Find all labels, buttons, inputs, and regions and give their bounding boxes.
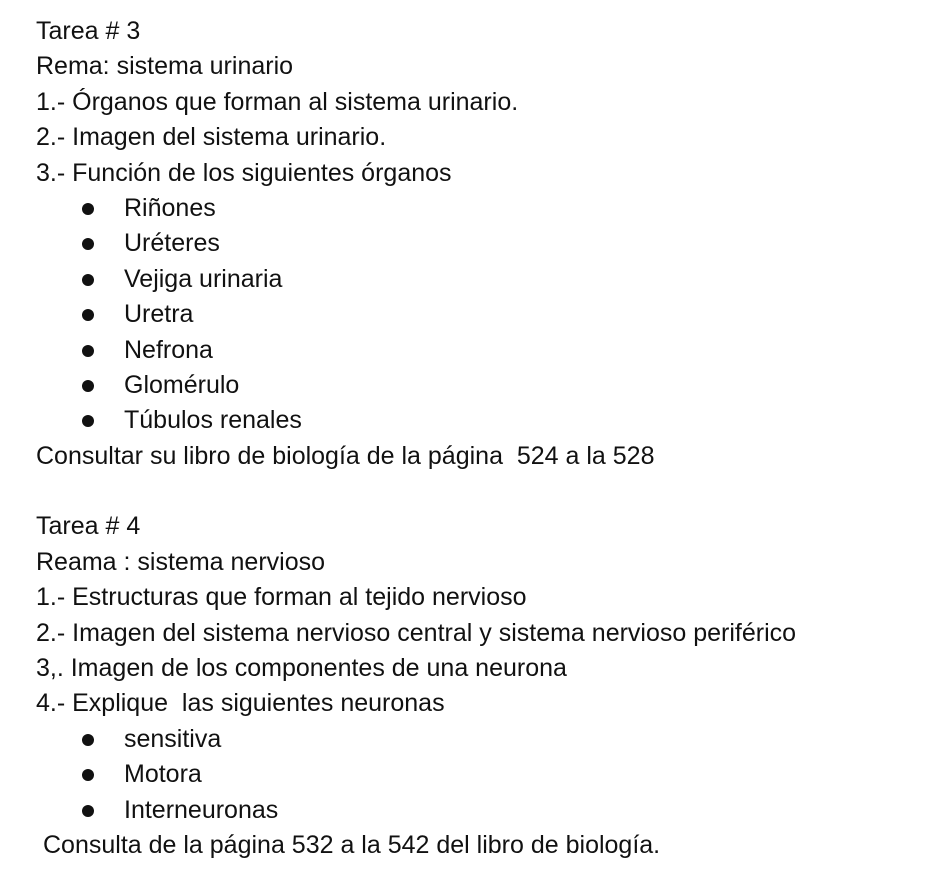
list-item	[36, 226, 916, 261]
list-item	[36, 262, 916, 297]
task3-item-3: 3.- Función de los siguientes órganos	[36, 158, 452, 187]
task4-item-3: 3,. Imagen de los componentes de una neurona	[36, 654, 567, 683]
bullet-icon	[82, 734, 94, 746]
bullet-icon	[82, 380, 94, 392]
task3-item-1: 1.- Órganos que forman al sistema urinario.	[36, 87, 519, 116]
bullet-text: Vejiga urinaria	[124, 264, 283, 293]
section-spacer	[36, 474, 916, 509]
list-item	[36, 297, 916, 332]
bullet-text: Nefrona	[124, 335, 213, 364]
bullet-text: Uretra	[124, 300, 194, 329]
list-item	[36, 333, 916, 368]
bullet-text: Interneuronas	[124, 795, 279, 824]
task3-reference: Consultar su libro de biología de la página 524 a la 528	[36, 441, 655, 470]
bullet-text: Túbulos renales	[124, 406, 302, 435]
bullet-icon	[82, 345, 94, 357]
task4-reference: Consulta de la página 532 a la 542 del libro de biología.	[43, 830, 661, 859]
task4-item-2: 2.- Imagen del sistema nervioso central y sistema nervioso periférico	[36, 618, 797, 647]
bullet-text: Glomérulo	[124, 370, 240, 399]
bullet-text: Uréteres	[124, 229, 220, 258]
bullet-icon	[82, 274, 94, 286]
document	[36, 14, 916, 863]
bullet-icon	[82, 238, 94, 250]
bullet-text: sensitiva	[124, 724, 222, 753]
bullet-icon	[82, 769, 94, 781]
bullet-icon	[82, 309, 94, 321]
task4-item-1: 1.- Estructuras que forman al tejido nervioso	[36, 583, 527, 612]
list-item	[36, 191, 916, 226]
bullet-text: Riñones	[124, 193, 216, 222]
list-item	[36, 757, 916, 792]
task4-item-4: 4.- Explique las siguientes neuronas	[36, 689, 445, 718]
list-item	[36, 403, 916, 438]
list-item	[36, 793, 916, 828]
task3-title: Tarea # 3	[36, 17, 141, 45]
list-item	[36, 722, 916, 757]
task4-topic: Reama : sistema nervioso	[36, 547, 326, 576]
task3-item-2: 2.- Imagen del sistema urinario.	[36, 123, 387, 152]
list-item	[36, 368, 916, 403]
bullet-icon	[82, 203, 94, 215]
bullet-icon	[82, 415, 94, 427]
bullet-text: Motora	[124, 760, 202, 789]
task4-title: Tarea # 4	[36, 512, 141, 541]
bullet-icon	[82, 805, 94, 817]
task3-topic: Rema: sistema urinario	[36, 52, 294, 81]
